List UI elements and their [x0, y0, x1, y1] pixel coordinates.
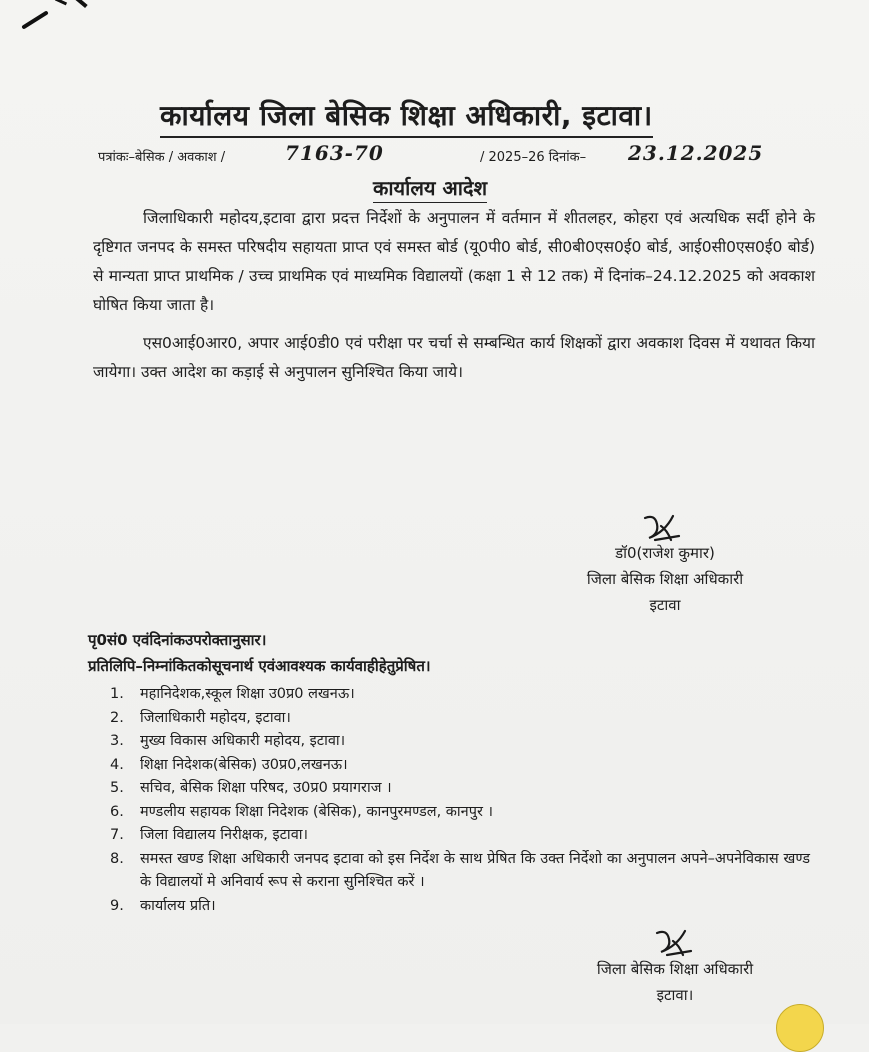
signatory-designation: जिला बेसिक शिक्षा अधिकारी	[596, 960, 754, 978]
order-paragraph-1: जिलाधिकारी महोदय,इटावा द्वारा प्रदत्त निर्देशों के अनुपालन में वर्तमान में शीतलहर, कोहरा एवं अत्यधिक सर्दी होने के दृष्टिगत जनपद के समस्त परिषदीय सहायता प्राप्त एवं समस्त बोर्ड (यू0पी0 बोर्ड, सी0बी0एस0ई0 बोर्ड, आई0सी0एस0ई0 बोर्ड) से मान्यता प्राप्त प्राथमिक / उच्च प्राथमिक एवं माध्यमिक विद्यालयों (कक्षा 1 से 12 तक) में दिनांक–24.12.2025 को अवकाश घोषित किया जाता है।	[93, 209, 815, 314]
copy-distribution-line: प्रतिलिपि–निम्नांकितकोसूचनार्थ एवंआवश्यक कार्यवाहीहेतुप्रेषित।	[88, 657, 431, 675]
emoji-sticker-icon	[776, 1004, 824, 1052]
signature-block-2	[560, 928, 790, 1008]
signatory-name: डॉ0(राजेश कुमार)	[615, 544, 715, 562]
copy-reference-line: पृ0सं0 एवंदिनांकउपरोक्तानुसार।	[88, 631, 267, 649]
corner-mark	[55, 0, 67, 5]
signatory-place: इटावा।	[656, 986, 694, 1004]
order-title: कार्यालय आदेश	[373, 174, 487, 203]
recipient-list	[110, 683, 810, 918]
signature-scribble	[645, 928, 705, 958]
list-item: 7. जिला विद्यालय निरीक्षक, इटावा।	[110, 827, 309, 843]
pen-stroke-mark	[21, 10, 49, 29]
reference-date: 23.12.2025	[628, 141, 764, 165]
list-item: 8. समस्त खण्ड शिक्षा अधिकारी जनपद इटावा को इस निर्देश के साथ प्रेषित कि उक्त निर्देशो का अनुपालन अपने–अपनेविकास खण्ड के विद्यालयों मे अनिवार्य रूप से कराना सुनिश्चित करें ।	[110, 850, 810, 890]
corner-mark	[74, 0, 87, 8]
list-item: 1. महानिदेशक,स्कूल शिक्षा उ0प्र0 लखनऊ।	[110, 686, 355, 702]
office-heading: कार्यालय जिला बेसिक शिक्षा अधिकारी, इटावा।	[160, 96, 653, 138]
signatory-designation: जिला बेसिक शिक्षा अधिकारी	[586, 570, 744, 588]
order-body	[93, 204, 815, 387]
list-item: 3. मुख्य विकास अधिकारी महोदय, इटावा।	[110, 733, 346, 749]
list-item: 4. शिक्षा निदेशक(बेसिक) उ0प्र0,लखनऊ।	[110, 756, 348, 773]
list-item: 5. सचिव, बेसिक शिक्षा परिषद, उ0प्र0 प्रयागराज ।	[110, 780, 392, 796]
list-item: 9. कार्यालय प्रति।	[110, 897, 216, 914]
reference-date-label: / 2025–26 दिनांक–	[480, 150, 587, 165]
order-paragraph-2: एस0आई0आर0, अपार आई0डी0 एवं परीक्षा पर चर्चा से सम्बन्धित कार्य शिक्षकों द्वारा अवकाश दिवस में यथावत किया जायेगा। उक्त आदेश का कड़ाई से अनुपालन सुनिश्चित किया जाये।	[93, 334, 815, 381]
reference-label: पत्रांकः–बेसिक / अवकाश /	[98, 150, 226, 165]
signature-block-1	[560, 512, 770, 618]
list-item: 6. मण्डलीय सहायक शिक्षा निदेशक (बेसिक), कानपुरमण्डल, कानपुर ।	[110, 803, 494, 820]
signatory-place: इटावा	[649, 596, 681, 614]
reference-number: 7163-70	[285, 141, 384, 165]
list-item: 2. जिलाधिकारी महोदय, इटावा।	[110, 709, 291, 726]
